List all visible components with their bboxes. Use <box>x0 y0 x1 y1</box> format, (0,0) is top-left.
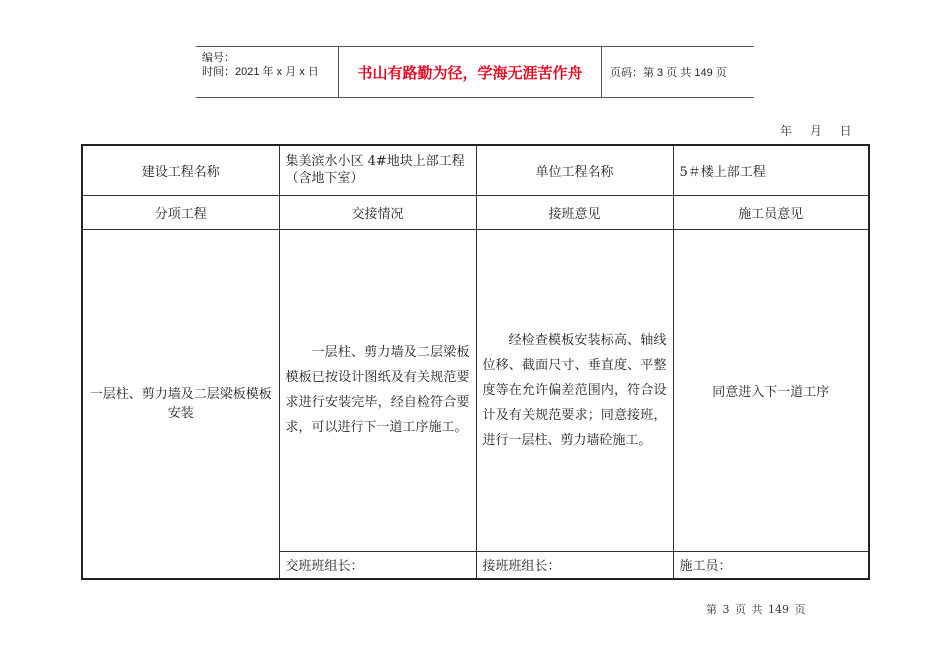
table-row <box>82 229 869 551</box>
document-header <box>196 46 754 98</box>
unit-name-value: 5＃楼上部工程 <box>673 145 869 195</box>
handover-cell <box>279 229 476 551</box>
table-row <box>82 145 869 195</box>
project-name-value: 集美滨水小区 4#地块上部工程（含地下室） <box>279 145 476 195</box>
takeover-text: 经检查模板安装标高、轴线位移、截面尺寸、垂直度、平整度等在允许偏差范围内，符合设计及有关规范要求；同意接班，进行一层柱、剪力墙砼施工。 <box>482 332 667 448</box>
header-meta <box>202 51 342 79</box>
item-text: 一层柱、剪力墙及二层梁板模板安装 <box>89 386 272 421</box>
takeover-cell <box>476 229 673 551</box>
page-footer: 第 3 页 共 149 页 <box>706 603 806 616</box>
col-header-opinion: 施工员意见 <box>673 195 869 229</box>
col-header-takeover: 接班意见 <box>476 195 673 229</box>
constructor-signature: 施工员： <box>673 551 869 579</box>
header-divider <box>601 47 602 97</box>
header-slogan: 书山有路勤为径，学海无涯苦作舟 <box>357 63 583 82</box>
handover-leader-signature: 交班班组长： <box>279 551 476 579</box>
unit-name-label: 单位工程名称 <box>476 145 673 195</box>
date-line: 年 月 日 <box>780 124 852 138</box>
takeover-leader-signature: 接班班组长： <box>476 551 673 579</box>
time-label: 时间：2021 年 x 月 x 日 <box>202 66 319 78</box>
opinion-cell <box>673 229 869 551</box>
header-page-code: 页码：第 3 页 共 149 页 <box>610 67 727 79</box>
item-cell <box>82 229 279 579</box>
col-header-handover: 交接情况 <box>279 195 476 229</box>
number-label: 编号： <box>202 52 235 64</box>
col-header-item: 分项工程 <box>82 195 279 229</box>
handover-text: 一层柱、剪力墙及二层梁板模板已按设计图纸及有关规范要求进行安装完毕，经自检符合要求，可以进行下一道工序施工。 <box>285 345 470 435</box>
opinion-text: 同意进入下一道工序 <box>712 384 830 400</box>
project-name-label: 建设工程名称 <box>82 145 279 195</box>
handover-table <box>81 144 870 580</box>
table-header-row <box>82 195 869 229</box>
